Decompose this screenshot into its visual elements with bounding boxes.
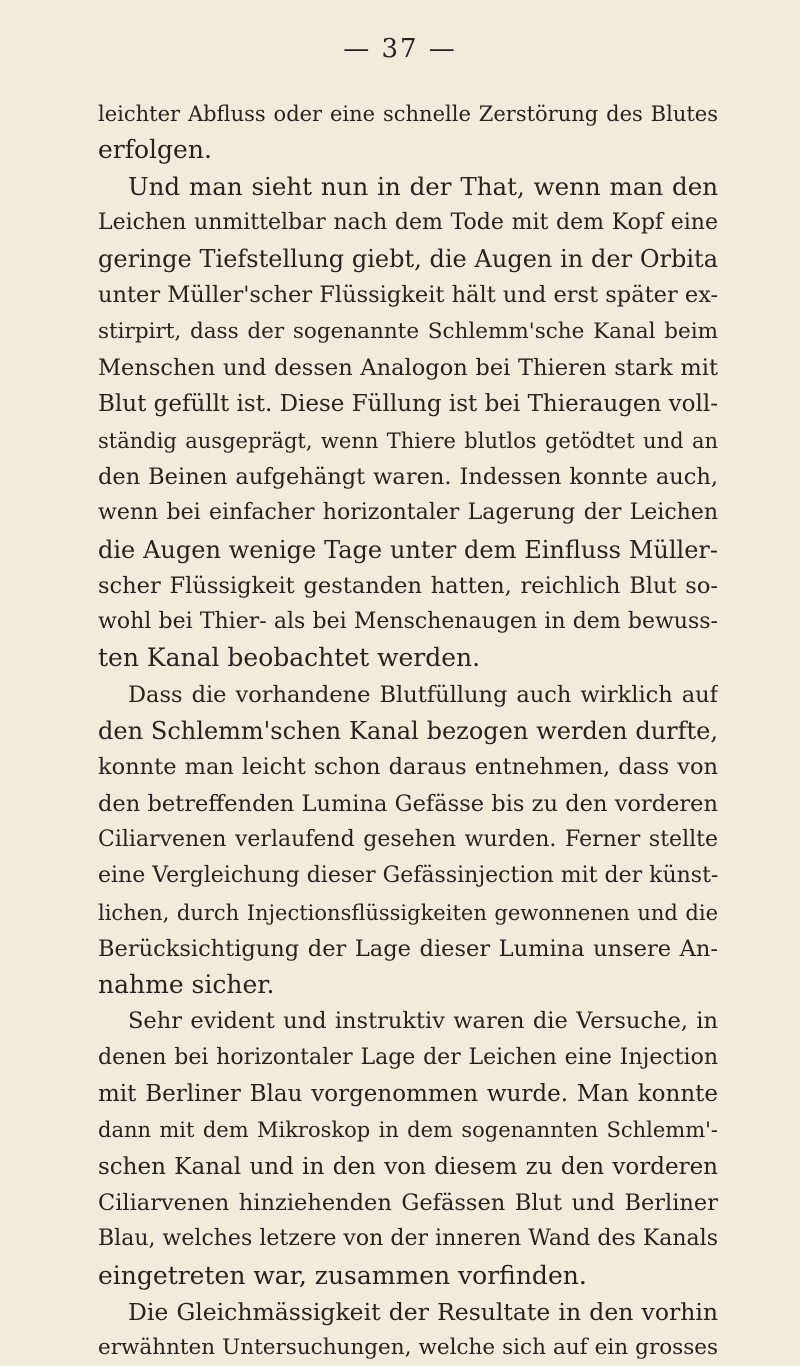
text-line: geringe Tiefstellung giebt, die Augen in der Orbita [98,245,718,274]
text-line: dann mit dem Mikroskop in dem sogenannten Schlemm'- [98,1118,718,1143]
text-line: Sehr evident und instruktiv waren die Versuche, in [128,1008,718,1035]
text-line: lichen, durch Injectionsflüssigkeiten gewonnenen und die [98,900,718,925]
text-line: erwähnten Untersuchungen, welche sich auf ein grosses [98,1335,718,1361]
text-line: ständig ausgeprägt, wenn Thiere blutlos getödtet und an [98,428,718,453]
text-line: nahme sicher. [98,970,275,1000]
text-line: Die Gleichmässigkeit der Resultate in den vorhin [128,1297,718,1326]
text-line: eine Vergleichung dieser Gefässinjection mit der künst- [98,863,718,889]
text-line: den Schlemm'schen Kanal bezogen werden durfte, [98,717,718,746]
text-line: Ciliarvenen verlaufend gesehen wurden. Ferner stellte [98,826,718,852]
text-line: mit Berliner Blau vorgenommen wurde. Man konnte [98,1081,718,1108]
text-line: ten Kanal beobachtet werden. [98,643,481,673]
text-line: wenn bei einfacher horizontaler Lagerung der Leichen [98,500,718,526]
text-line: eingetreten war, zusammen vorfinden. [98,1260,587,1290]
text-line: Dass die vorhandene Blutfüllung auch wirklich auf [128,681,718,708]
page-number: — 37 — [343,34,457,64]
text-line: Menschen und dessen Analogon bei Thieren stark mit [98,355,718,382]
text-line: wohl bei Thier- als bei Menschenaugen in dem bewuss- [98,609,718,635]
text-line: unter Müller'scher Flüssigkeit hält und erst später ex- [98,282,718,309]
text-line: Und man sieht nun in der That, wenn man den [128,171,718,201]
text-line: Leichen unmittelbar nach dem Tode mit dem Kopf eine [98,209,718,235]
text-line: konnte man leicht schon daraus entnehmen, dass von [98,754,718,781]
text-line: Ciliarvenen hinziehenden Gefässen Blut und Berliner [98,1189,718,1216]
text-line: die Augen wenige Tage unter dem Einfluss Müller- [98,535,718,564]
text-line: den Beinen aufgehängt waren. Indessen konnte auch, [98,463,718,490]
text-line: scher Flüssigkeit gestanden hatten, reichlich Blut so- [98,572,718,599]
text-line: den betreffenden Lumina Gefässe bis zu den vorderen [98,790,718,817]
text-line: leichter Abfluss oder eine schnelle Zerstörung des Blutes [98,102,718,126]
text-line: Blau, welches letzere von der inneren Wand des Kanals [98,1226,718,1252]
text-line: schen Kanal und in den von diesem zu den vorderen [98,1153,718,1180]
text-line: Blut gefüllt ist. Diese Füllung ist bei Thieraugen voll- [98,391,718,418]
text-line: denen bei horizontaler Lage der Leichen eine Injection [98,1044,718,1070]
body-text [98,96,718,1366]
text-line: erfolgen. [98,135,212,165]
text-line: Berücksichtigung der Lage dieser Lumina unsere An- [98,935,718,962]
text-line: stirpirt, dass der sogenannte Schlemm'sche Kanal beim [98,318,718,344]
